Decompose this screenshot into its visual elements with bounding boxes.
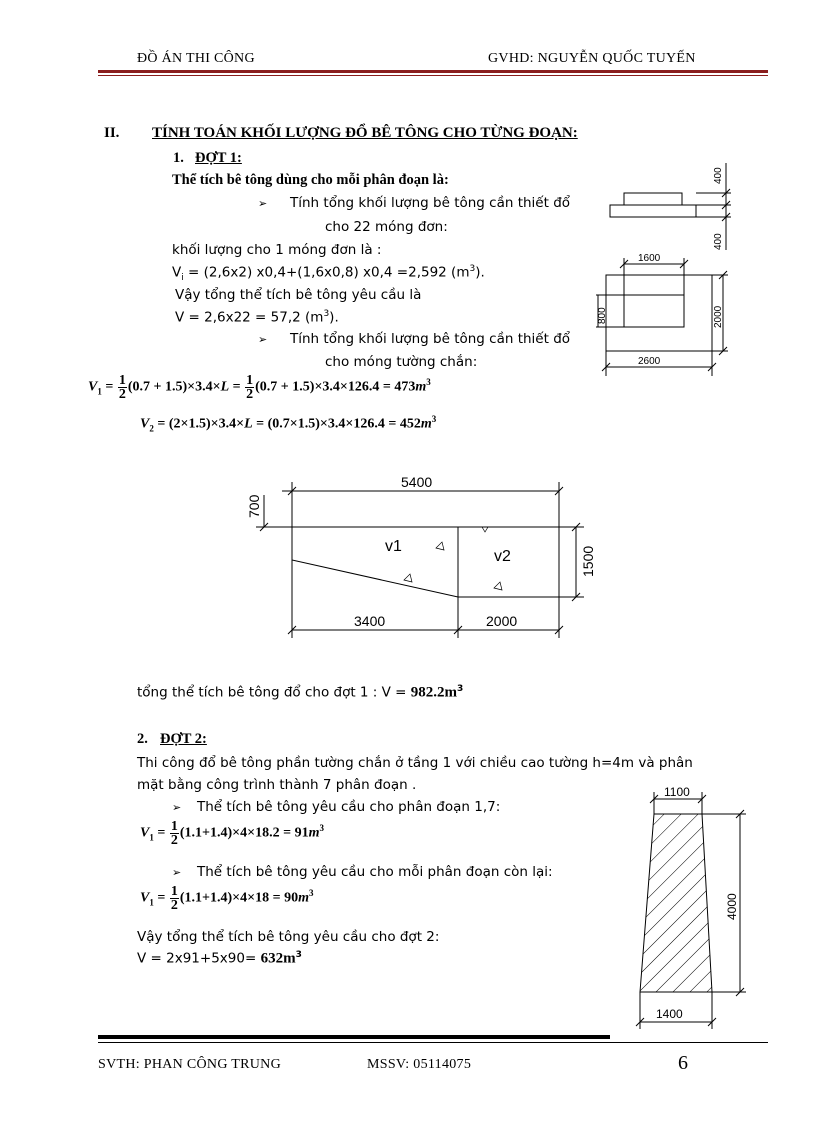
wall-section-hatched-shape xyxy=(640,814,712,992)
footing-base-shape xyxy=(610,205,696,217)
header-left: ĐỒ ÁN THI CÔNG xyxy=(137,51,255,66)
wall-dim-3400: 3400 xyxy=(354,613,386,629)
wall-label-v1: v1 xyxy=(385,538,402,555)
section-title: TÍNH TOÁN KHỐI LƯỢNG ĐỔ BÊ TÔNG CHO TỪNG ĐOẠN: xyxy=(152,125,578,141)
wall-dim-2000: 2000 xyxy=(486,613,518,629)
dot2-number: 2. xyxy=(137,731,148,747)
section-dim-1400: 1400 xyxy=(656,1007,683,1021)
footing-plan-outline xyxy=(606,275,712,351)
wall-footing-outline xyxy=(292,527,559,597)
bullet-arrow-icon: ➢ xyxy=(172,866,182,879)
dot1-total: tổng thể tích bê tông đổ cho đợt 1 : $V = 982.2m^3$ xyxy=(137,684,464,701)
dot1-equation-v2: $V_2 = (2\times 1.5)\times 3.4\times L = (0.7\times 1.5)\times 3.4\times 126.4 = 452m^3$ xyxy=(140,414,437,434)
footing-dim-2600: 2600 xyxy=(638,356,661,367)
footing-figure xyxy=(596,158,736,380)
wall-label-v2: v2 xyxy=(494,548,511,565)
dot2-para-a: Thi công đổ bê tông phần tường chắn ở tầng 1 với chiều cao tường h=4m và phân xyxy=(137,755,693,771)
dot1-line2: $V_i = (2,6x2)$ x0,4+(1,6x0,8) x0,4 =2,592 $(m^3)$. xyxy=(172,264,485,284)
page-number: 6 xyxy=(678,1052,688,1074)
footing-dim-400-top: 400 xyxy=(713,167,724,184)
dot1-title: ĐỢT 1: xyxy=(195,150,242,166)
header-right: GVHD: NGUYỄN QUỐC TUYẾN xyxy=(488,51,696,66)
dot2-para-b: mặt bằng công trình thành 7 phân đoạn . xyxy=(137,777,417,793)
dot1-line4: V = 2,6x22 = 57,2 $(m^3)$. xyxy=(175,309,339,326)
dot1-bullet1-a: Tính tổng khối lượng bê tông cần thiết đổ xyxy=(290,195,571,211)
footer-rule-thin xyxy=(98,1042,768,1043)
dot1-subtitle: Thể tích bê tông dùng cho mỗi phân đoạn là: xyxy=(172,172,449,188)
dot2-equation-1: $V_1$ = $\frac{1}{2}$ $(1.1+1.4)\times 4\times 18.2 = 91m^3$ xyxy=(140,819,324,848)
footing-dim-2000: 2000 xyxy=(713,305,724,328)
dot2-summary-b: $V = 2x91+5x90= 632m^3$ xyxy=(137,950,302,967)
dot2-title: ĐỢT 2: xyxy=(160,731,207,747)
footer-mssv: MSSV: 05114075 xyxy=(367,1057,472,1072)
section-number: II. xyxy=(104,125,120,141)
section-dim-1100: 1100 xyxy=(664,785,690,799)
bullet-arrow-icon: ➢ xyxy=(172,801,182,814)
header-rule-thin xyxy=(98,75,768,76)
footing-plan-column xyxy=(624,295,684,327)
dot1-bullet2-b: cho móng tường chắn: xyxy=(325,354,478,370)
dot2-bullet2: Thể tích bê tông yêu cầu cho mỗi phân đoạn còn lại: xyxy=(197,864,553,880)
header-rule xyxy=(98,70,768,73)
wall-footing-figure xyxy=(236,470,610,646)
bullet-arrow-icon: ➢ xyxy=(258,333,268,346)
dot1-equation-v1: $V_1$ = $\frac{1}{2}$ (0.7 + 1.5)×3.4×L = $\frac{1}{2}$ $(0.7 + 1.5)\times 3.4\times 126.4 = 473m^3$ xyxy=(88,373,431,402)
dot2-bullet1: Thể tích bê tông yêu cầu cho phân đoạn 1,7: xyxy=(197,799,501,815)
dot1-number: 1. xyxy=(173,150,184,166)
dot1-bullet2-a: Tính tổng khối lượng bê tông cần thiết đổ xyxy=(290,331,571,347)
dot1-line3: Vậy tổng thể tích bê tông yêu cầu là xyxy=(175,287,422,303)
footer-rule-thick xyxy=(98,1035,610,1039)
wall-dim-5400: 5400 xyxy=(401,474,433,490)
dot2-summary-a: Vậy tổng thể tích bê tông yêu cầu cho đợt 2: xyxy=(137,929,440,945)
dot1-line1: khối lượng cho 1 móng đơn là : xyxy=(172,242,382,258)
footing-dim-400-bottom: 400 xyxy=(713,233,724,250)
wall-dim-1500: 1500 xyxy=(580,545,596,577)
dot1-bullet1-b: cho 22 móng đơn: xyxy=(325,219,448,235)
bullet-arrow-icon: ➢ xyxy=(258,197,268,210)
wall-section-figure xyxy=(626,784,756,1032)
section-dim-4000: 4000 xyxy=(725,893,739,920)
footing-dim-1600: 1600 xyxy=(638,253,661,264)
wall-dim-700: 700 xyxy=(246,494,262,518)
dot2-equation-2: $V_1$ = $\frac{1}{2}$ $(1.1+1.4)\times 4\times 18 = 90m^3$ xyxy=(140,884,314,913)
footing-dim-800: 800 xyxy=(597,307,608,324)
footing-pedestal-shape xyxy=(624,193,682,205)
footer-student: SVTH: PHAN CÔNG TRUNG xyxy=(98,1057,282,1072)
